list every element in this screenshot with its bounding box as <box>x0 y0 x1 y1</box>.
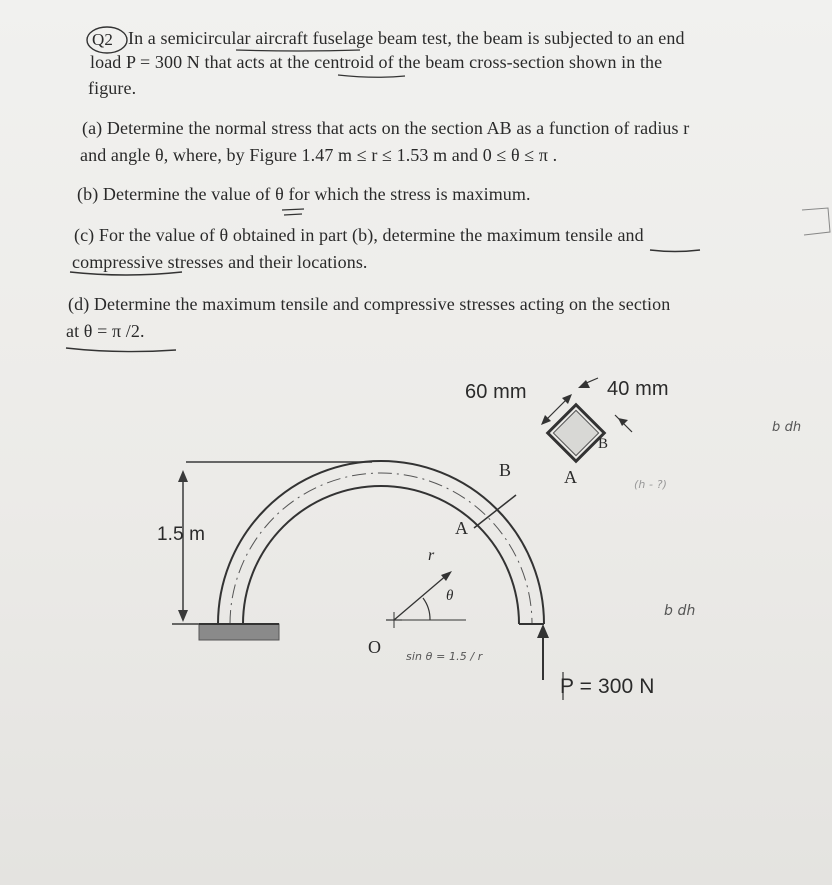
section-label-b: B <box>598 436 609 452</box>
part-c-line2: compressive stresses and their locations. <box>72 252 368 272</box>
underline-tensile <box>650 250 700 252</box>
radius-arrow <box>441 571 452 581</box>
underline-centroid <box>338 75 405 77</box>
underline-compressive <box>70 272 182 275</box>
load-label: P = 300 N <box>560 675 655 698</box>
underline-theta-pi <box>66 348 176 352</box>
part-b-line1: (b) Determine the value of θ for which the stress is maximum. <box>77 184 531 204</box>
beam-inner-edge <box>243 486 519 624</box>
handwritten-note-top: b dh <box>772 420 802 435</box>
load-arrowhead <box>537 624 549 638</box>
question-intro-line3: figure. <box>88 78 137 98</box>
dim-40mm-label: 40 mm <box>607 378 669 400</box>
dim-60mm-label: 60 mm <box>465 381 527 403</box>
theta-arc <box>423 598 430 620</box>
origin-label: O <box>368 637 382 657</box>
question-intro-line2: load P = 300 N that acts at the centroid of the beam cross-section shown in the <box>90 52 663 72</box>
arc-label-a-inner: A <box>455 518 469 538</box>
handwritten-note-mid: b dh <box>664 603 696 619</box>
height-arrow-bottom <box>178 610 188 622</box>
arc-label-a-outer: A <box>564 467 578 487</box>
underline-semicircular <box>236 50 360 51</box>
part-a-line1: (a) Determine the normal stress that acts on the section AB as a function of radius r <box>82 118 690 138</box>
pencil-bracket-mark <box>802 208 830 235</box>
part-c-line1: (c) For the value of θ obtained in part (b), determine the maximum tensile and <box>74 225 644 245</box>
arc-label-b: B <box>499 460 512 480</box>
cross-section <box>548 405 605 462</box>
height-arrow-top <box>178 470 188 482</box>
fixed-support <box>199 624 279 640</box>
dim40-arrow <box>578 380 590 388</box>
beam-centerline <box>230 473 532 624</box>
part-a-line2: and angle θ, where, by Figure 1.47 m ≤ r ≤ 1.53 m and 0 ≤ θ ≤ π . <box>80 145 558 165</box>
question-intro-line1: In a semicircular aircraft fuselage beam test, the beam is subjected to an end <box>128 28 685 48</box>
dim40-arrow-right <box>618 418 628 426</box>
handwritten-note-bracket: (h - ?) <box>634 478 668 491</box>
part-d-line2: at θ = π /2. <box>66 321 145 341</box>
radius-line <box>394 574 448 620</box>
question-number: Q2 <box>92 30 113 49</box>
underline-of <box>282 209 304 215</box>
part-d-line1: (d) Determine the maximum tensile and compressive stresses acting on the section <box>68 294 671 314</box>
theta-label: θ <box>446 588 454 604</box>
handwritten-note-sin: sin θ = 1.5 / r <box>406 650 483 663</box>
q2-circle-mark <box>87 27 127 53</box>
radius-label: r <box>428 547 435 564</box>
height-label: 1.5 m <box>157 524 206 545</box>
